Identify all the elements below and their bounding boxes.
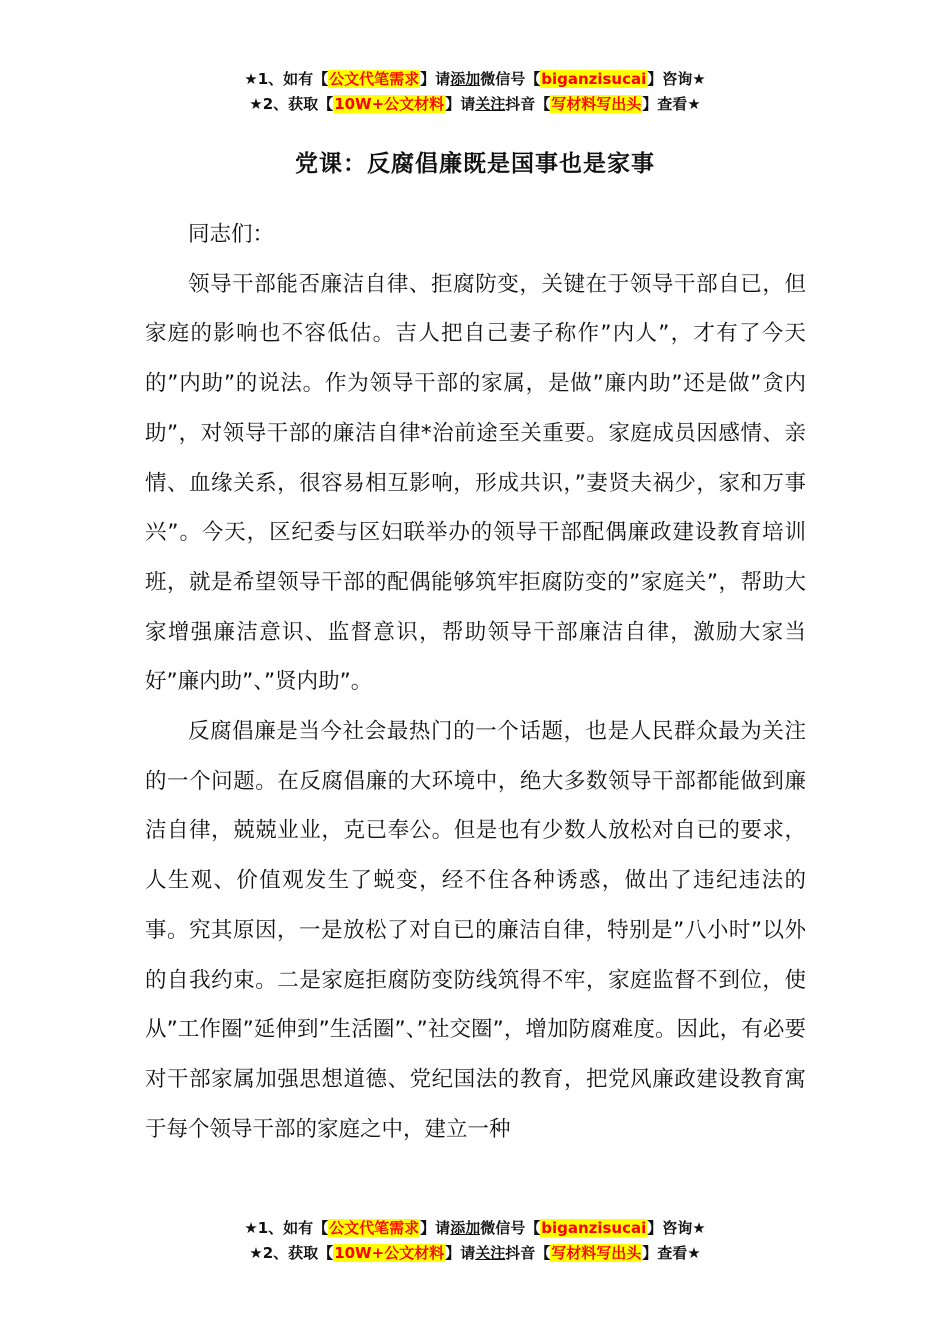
banner-underline: 关注 (475, 1244, 506, 1262)
banner-highlight: 公文代笔需求 (329, 70, 420, 88)
banner-highlight: 写材料写出头 (551, 1244, 642, 1262)
banner-line-1 (0, 67, 950, 92)
salutation: 同志们： (188, 222, 275, 247)
banner-line-2 (0, 1241, 950, 1266)
banner-text: 抖音【 (505, 95, 551, 113)
document-body (145, 210, 806, 1154)
footer-banner (0, 1216, 950, 1266)
banner-text: 】请 (445, 95, 476, 113)
banner-text: 】查看★ (642, 95, 701, 113)
paragraph: 反腐倡廉是当今社会最热门的一个话题，也是人民群众最为关注的一个问题。在反腐倡廉的大环境中，绝大多数领导干部都能做到廉洁自律，兢兢业业，克已奉公。但是也有少数人放松对自已的要求，人生观、价值观发生了蜕变，经不住各种诱惑，做出了违纪违法的事。究其原因，一是放松了对自已的廉洁自律，特别是”八小时”以外的自我约束。二是家庭拒腐防变防线筑得不牢，家庭监督不到位，使从”工作圈”延伸到”生活圈”、”社交圈”，增加防腐难度。因此，有必要对干部家属加强思想道德、党纪国法的教育，把党风廉政建设教育寓于每个领导干部的家庭之中，建立一种 (145, 719, 806, 1142)
banner-text: 】咨询★ (647, 1219, 706, 1237)
banner-text: 】请 (420, 70, 451, 88)
document-title: 党课：反腐倡廉既是国事也是家事 (295, 151, 655, 177)
paragraph: 领导干部能否廉洁自律、拒腐防变，关键在于领导干部自已，但家庭的影响也不容低估。吉人把自己妻子称作”内人”，才有了今天的”内助”的说法。作为领导干部的家属，是做”廉内助”还是做”贪内助”，对领导干部的廉洁自律*治前途至关重要。家庭成员因感情、亲情、血缘关系，很容易相互影响，形成共识，”妻贤夫祸少，家和万事兴”。今天，区纪委与区妇联举办的领导干部配偶廉政建设教育培训班，就是希望领导干部的配偶能够筑牢拒腐防变的”家庭关”，帮助大家增强廉洁意识、监督意识，帮助领导干部廉洁自律，激励大家当好”廉内助”、”贤内助”。 (145, 271, 806, 695)
banner-text: ★2、获取【 (249, 95, 334, 113)
banner-text: ★1、如有【 (244, 70, 329, 88)
banner-underline: 添加 (450, 1219, 481, 1237)
banner-highlight: 写材料写出头 (551, 95, 642, 113)
banner-highlight: biganzisucai (541, 1219, 647, 1237)
banner-text: 】请 (445, 1244, 476, 1262)
banner-underline: 添加 (450, 70, 481, 88)
banner-text: ★2、获取【 (249, 1244, 334, 1262)
banner-text: 】咨询★ (647, 70, 706, 88)
banner-underline: 关注 (475, 95, 506, 113)
banner-highlight: 10W+公文材料 (334, 1244, 445, 1262)
header-banner (0, 67, 950, 117)
banner-highlight: 10W+公文材料 (334, 95, 445, 113)
banner-text: 】请 (420, 1219, 451, 1237)
banner-text: 抖音【 (505, 1244, 551, 1262)
banner-line-1 (0, 1216, 950, 1241)
banner-line-2 (0, 92, 950, 117)
banner-text: 微信号【 (480, 70, 541, 88)
banner-highlight: 公文代笔需求 (329, 1219, 420, 1237)
banner-text: 微信号【 (480, 1219, 541, 1237)
banner-text: ★1、如有【 (244, 1219, 329, 1237)
banner-highlight: biganzisucai (541, 70, 647, 88)
banner-text: 】查看★ (642, 1244, 701, 1262)
